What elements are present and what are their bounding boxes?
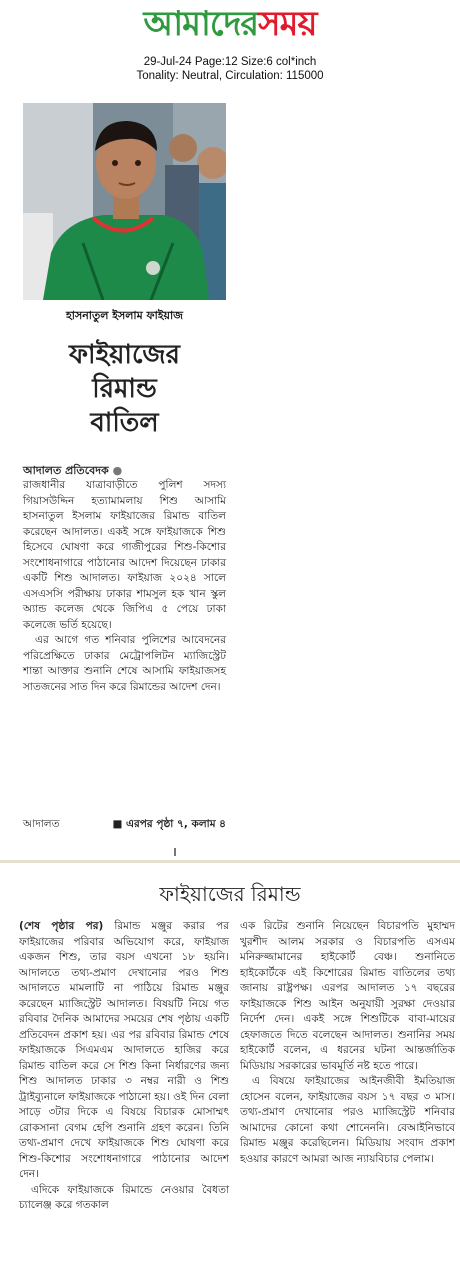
continuation-heading: ফাইয়াজের রিমান্ড — [159, 882, 301, 906]
continuation-paragraph-1-text: রিমান্ড মঞ্জুর করার পর ফাইয়াজের পরিবার অভিযোগ করে, ফাইয়াজ একজন শিশু, তার বয়স এখনো ১৮ হয়নি। আদালতে তথ্য-প্রমাণ দেখানোর পরও শিশু আদালতে মামলাটি না পাঠিয়ে রিমান্ড মঞ্জুর করেছেন ম্যাজিস্ট্রেট আদালত। বিষয়টি নিয়ে গত রবিবার দৈনিক আমাদের সময়ের শেষ পৃষ্ঠায় একটি প্রতিবেদন প্রকাশ হয়। এর পর রবিবার রিমান্ড শেষে ফাইয়াজকে সিএমএম আদালতে হাজির করে রিমান্ড বাতিল করে সে শিশু কিনা নির্ধারণের জন্য শিশু আদালত ঢাকার ৩ নম্বর নারী ও শিশু ট্রাইব্যুনালে ফাইয়াজকে পাঠানো হয়। ওই দিন বেলা সাড়ে ৩টার দিকে এ বিষয়ে বিচারক মোসাম্মৎ রোকসানা বেগম হেপি শুনানি গ্রহণ করেন। তিনি তথ্য-প্রমাণ দেখে ফাইয়াজকে শিশু ঘোষণা করে শিশু-কিশোর সংশোধনাগারে পাঠানোর আদেশ দেন। — [19, 920, 229, 1180]
article-paragraph-1: রাজধানীর যাত্রাবাড়ীতে পুলিশ সদস্য গিয়াসউদ্দিন হত্যামামলায় শিশু আসামি হাসনাতুল ইসলাম ফাইয়াজের রিমান্ড বাতিল করেছেন আদালত। একই সঙ্গে ফাইয়াজকে শিশু হিসেবে ঘোষণা করে গাজীপুরের শিশু-কিশোর সংশোধনাগারে পাঠানোর আদেশ দিয়েছেন ঢাকার একটি শিশু আদালত। ফাইয়াজ ২০২৪ সালে এসএসসি পরীক্ষায় ঢাকার শামসুল হক খান স্কুল অ্যান্ড কলেজ থেকে জিপিএ ৫ পেয়ে ঢাকা কলেজে ভর্তি হয়েছে। — [23, 479, 226, 631]
byline-text: আদালত প্রতিবেদক — [23, 464, 109, 477]
continuation-paragraph-2: এদিকে ফাইয়াজকে রিমান্ডে নেওয়ার বৈধতা চ্যালেঞ্জ করে গতকাল — [19, 1183, 229, 1211]
continuation-paragraph-4: এ বিষয়ে ফাইয়াজের আইনজীবী ইমতিয়াজ হোসেন বলেন, ফাইয়াজের বয়স ১৭ বছর ৩ মাস। তথ্য-প্রমাণ দেখানোর পরও ম্যাজিস্ট্রেট শনিবার আমাদের কোনো কথা শোনেননি। বেআইনিভাবে রিমান্ড মঞ্জুর করেছিলেন। মিডিয়ায় সংবাদ প্রকাশ হওয়ার কারণে আমরা আজ ন্যায়বিচার পেলাম। — [240, 1075, 455, 1165]
continuation-paragraph-3: এক রিটের শুনানি নিয়েছেন বিচারপতি মুহাম্মদ খুরশীদ আলম সরকার ও বিচারপতি এসএম মনিরুজ্জামানের হাইকোর্ট বেঞ্চ। শুনানিতে হাইকোর্টকে এই কিশোরের রিমান্ড বাতিলের তথ্য জানায় রাষ্ট্রপক্ষ। এরপর আদালত ১৭ বছরের ফাইয়াজকে শিশু আইন অনুযায়ী সুরক্ষা দেওয়ার নির্দেশ দেন। একই সঙ্গে শিশুটিকে বাবা-মায়ের হেফাজতে দিতে বলেছেন আদালত। শুনানির সময় হাইকোর্ট বলেন, এ ধরনের ঘটনা আন্তর্জাতিক মিডিয়ায় সরকারের ভাবমূর্তি নষ্ট হতে পারে। — [240, 920, 455, 1072]
article-paragraph-2: এর আগে গত শনিবার পুলিশের আবেদনের পরিপ্রেক্ষিতে ঢাকার মেট্রোপলিটন ম্যাজিস্ট্রেট শান্তা আক্তার শুনানি শেষে আসামি ফাইয়াজসহ সাতজনের সাত দিন করে রিমান্ডের আদেশ দেন। — [23, 634, 226, 693]
photo-illustration — [23, 103, 226, 300]
headline-line-2: রিমান্ড — [92, 374, 157, 404]
headline-line-1: ফাইয়াজের — [69, 340, 180, 370]
logo-part-green: আমাদের — [143, 4, 259, 44]
clipping-mark — [174, 848, 176, 856]
continuation-lead: (শেষ পৃষ্ঠার পর) — [19, 920, 104, 932]
continuation-column-1 — [19, 919, 229, 1214]
logo-part-red: সময় — [258, 4, 317, 44]
jump-reference: ■ এরপর পৃষ্ঠা ৭, কলাম ৪ — [112, 818, 226, 830]
masthead — [0, 0, 460, 50]
clipping-meta — [0, 55, 460, 83]
photo-caption: হাসনাতুল ইসলাম ফাইয়াজ — [65, 309, 184, 322]
news-photo — [23, 103, 226, 300]
continuation-column-2 — [240, 919, 455, 1167]
continuation-jump — [23, 817, 226, 834]
continuation-paragraph-1 — [19, 919, 229, 1183]
bullet-icon: ● — [112, 464, 123, 477]
meta-date-page-size: 29-Jul-24 Page:12 Size:6 col*inch — [143, 56, 317, 68]
article-headline — [23, 338, 226, 440]
meta-tonality-circulation: Tonality: Neutral, Circulation: 115000 — [136, 70, 324, 82]
headline-line-3: বাতিল — [90, 408, 159, 438]
newspaper-logo — [144, 2, 317, 46]
jump-left-word: আদালত — [23, 818, 60, 830]
article-body — [23, 478, 226, 695]
section-divider — [0, 860, 460, 863]
